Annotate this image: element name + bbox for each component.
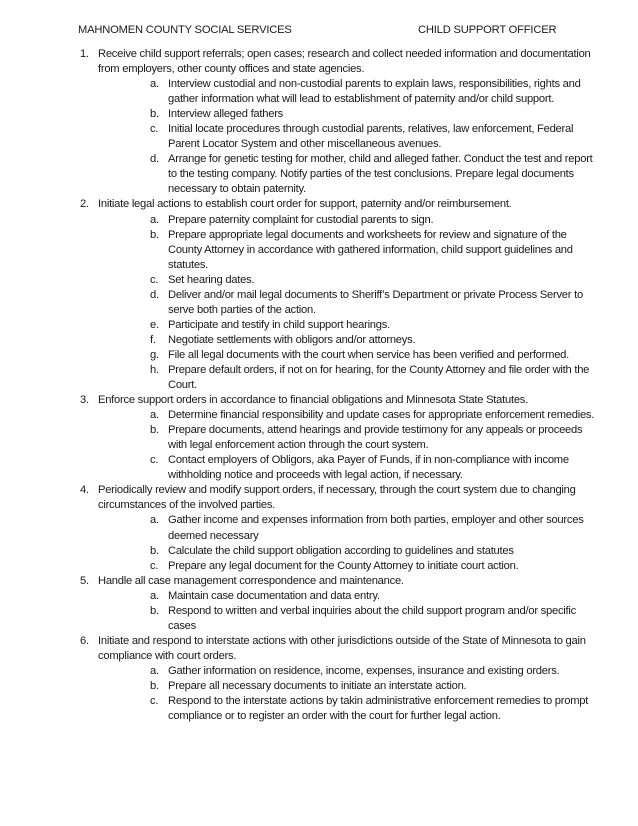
subtask-text: Interview alleged fathers [168,108,284,121]
subtask-item [98,213,602,228]
subtask-text: Negotiate settlements with obligors and/or attorneys. [168,333,416,346]
subtask-letter: b. [150,544,159,557]
subtask-item [98,559,602,574]
subtask-item [98,228,602,273]
subtask-item [98,77,602,107]
subtask-letter: a. [150,589,159,602]
subtask-text: Respond to the interstate actions by takin administrative enforcement remedies to prompt compliance or to register an order with the court for further legal action. [168,695,589,723]
subtask-item [98,423,602,453]
subtask-item [98,122,602,152]
page-header [58,20,602,40]
subtask-letter: c. [150,273,159,286]
subtask-letter: b. [150,228,159,241]
duty-text: Initiate legal actions to establish court order for support, paternity and/or reimbursement. [98,198,512,211]
subtask-letter: b. [150,604,159,617]
duty-number: 6. [80,634,89,647]
subtask-letter: e. [150,318,159,331]
duty-item [58,197,602,393]
duty-subtask-list [98,513,602,573]
subtask-item [98,679,602,694]
subtask-letter: h. [150,363,159,376]
subtask-text: Maintain case documentation and data entry. [168,589,380,602]
subtask-item [98,544,602,559]
subtask-item [98,453,602,483]
duties-list [58,47,602,724]
duty-subtask-list [98,408,602,483]
subtask-letter: b. [150,679,159,692]
duty-number: 5. [80,574,89,587]
subtask-item [98,273,602,288]
subtask-item [98,288,602,318]
subtask-text: Prepare default orders, if not on for hearing, for the County Attorney and file order with the Court. [168,363,590,392]
subtask-text: Prepare paternity complaint for custodial parents to sign. [168,213,434,226]
subtask-text: Participate and testify in child support hearings. [168,318,390,331]
subtask-text: Respond to written and verbal inquiries about the child support program and/or specific cases [168,604,576,632]
duty-number: 1. [80,48,89,60]
subtask-letter: c. [150,559,159,572]
subtask-text: Prepare any legal document for the County Attorney to initiate court action. [168,559,519,572]
duty-text: Handle all case management correspondence and maintenance. [98,574,404,587]
subtask-letter: b. [150,108,159,121]
subtask-text: Gather income and expenses information from both parties, employer and other sources deemed necessary [168,514,584,542]
subtask-letter: a. [150,409,159,422]
subtask-letter: d. [150,153,159,166]
subtask-letter: a. [150,664,159,677]
subtask-text: Prepare appropriate legal documents and worksheets for review and signature of the County Attorney in accordance with gathered information, child support guidelines and statutes. [168,228,573,271]
duty-subtask-list [98,589,602,634]
duty-subtask-list [98,77,602,197]
subtask-text: Initial locate procedures through custodial parents, relatives, law enforcement, Federal Parent Locator System and other miscellaneous avenues. [168,123,574,151]
subtask-text: Arrange for genetic testing for mother, child and alleged father. Conduct the test and report to the testing company. Notify parties of the test conclusions. Prepare legal documents necessary to obtain paternity. [168,153,593,196]
subtask-text: Calculate the child support obligation according to guidelines and statutes [168,544,514,557]
subtask-letter: d. [150,288,159,301]
duty-item [58,574,602,634]
subtask-letter: c. [150,454,159,467]
duty-text: Periodically review and modify support orders, if necessary, through the court system due to changing circumstances of the involved parties. [98,484,576,512]
subtask-item [98,318,602,333]
subtask-letter: a. [150,514,159,527]
subtask-text: Contact employers of Obligors, aka Payer of Funds, if in non-compliance with income withholding notice and proceeds with legal action, if necessary. [168,454,569,482]
duty-item [58,634,602,724]
subtask-item [98,107,602,122]
subtask-item [98,408,602,423]
subtask-item [98,348,602,363]
duty-item [58,47,602,197]
duty-number: 2. [80,198,89,211]
subtask-item [98,513,602,543]
header-agency-name: MAHNOMEN COUNTY SOCIAL SERVICES [78,24,292,36]
duty-text: Receive child support referrals; open cases; research and collect needed information and documentation from employers, other county offices and state agencies. [98,48,591,76]
duty-subtask-list [98,664,602,724]
subtask-letter: g. [150,348,159,361]
subtask-item [98,604,602,634]
subtask-letter: b. [150,424,159,437]
subtask-item [98,664,602,679]
subtask-item [98,333,602,348]
subtask-item [98,152,602,197]
subtask-letter: c. [150,123,159,136]
subtask-text: Gather information on residence, income, expenses, insurance and existing orders. [168,664,560,677]
duty-number: 3. [80,394,89,407]
subtask-text: Prepare documents, attend hearings and provide testimony for any appeals or proceeds with legal enforcement action through the court system. [168,424,583,452]
subtask-text: File all legal documents with the court when service has been verified and performed. [168,348,569,361]
subtask-item [98,363,602,393]
subtask-text: Determine financial responsibility and update cases for appropriate enforcement remedies. [168,409,595,422]
duty-text: Initiate and respond to interstate actions with other jurisdictions outside of the State of Minnesota to gain compliance with court orders. [98,634,586,662]
duty-item [58,483,602,573]
subtask-text: Interview custodial and non-custodial parents to explain laws, responsibilities, rights and gather information what will lead to establishment of paternity and/or child support. [168,78,581,106]
subtask-letter: c. [150,695,159,708]
subtask-letter: a. [150,78,159,91]
subtask-item [98,694,602,724]
duty-item [58,393,602,483]
header-job-title: CHILD SUPPORT OFFICER [418,24,557,36]
subtask-text: Prepare all necessary documents to initiate an interstate action. [168,679,467,692]
duty-number: 4. [80,484,89,497]
subtask-letter: f. [150,333,156,346]
subtask-text: Set hearing dates. [168,273,255,286]
subtask-text: Deliver and/or mail legal documents to Sheriff’s Department or private Process Server to serve both parties of the action. [168,288,583,316]
subtask-item [98,589,602,604]
duty-text: Enforce support orders in accordance to financial obligations and Minnesota State Statutes. [98,394,528,407]
duty-subtask-list [98,213,602,394]
subtask-letter: a. [150,213,159,226]
